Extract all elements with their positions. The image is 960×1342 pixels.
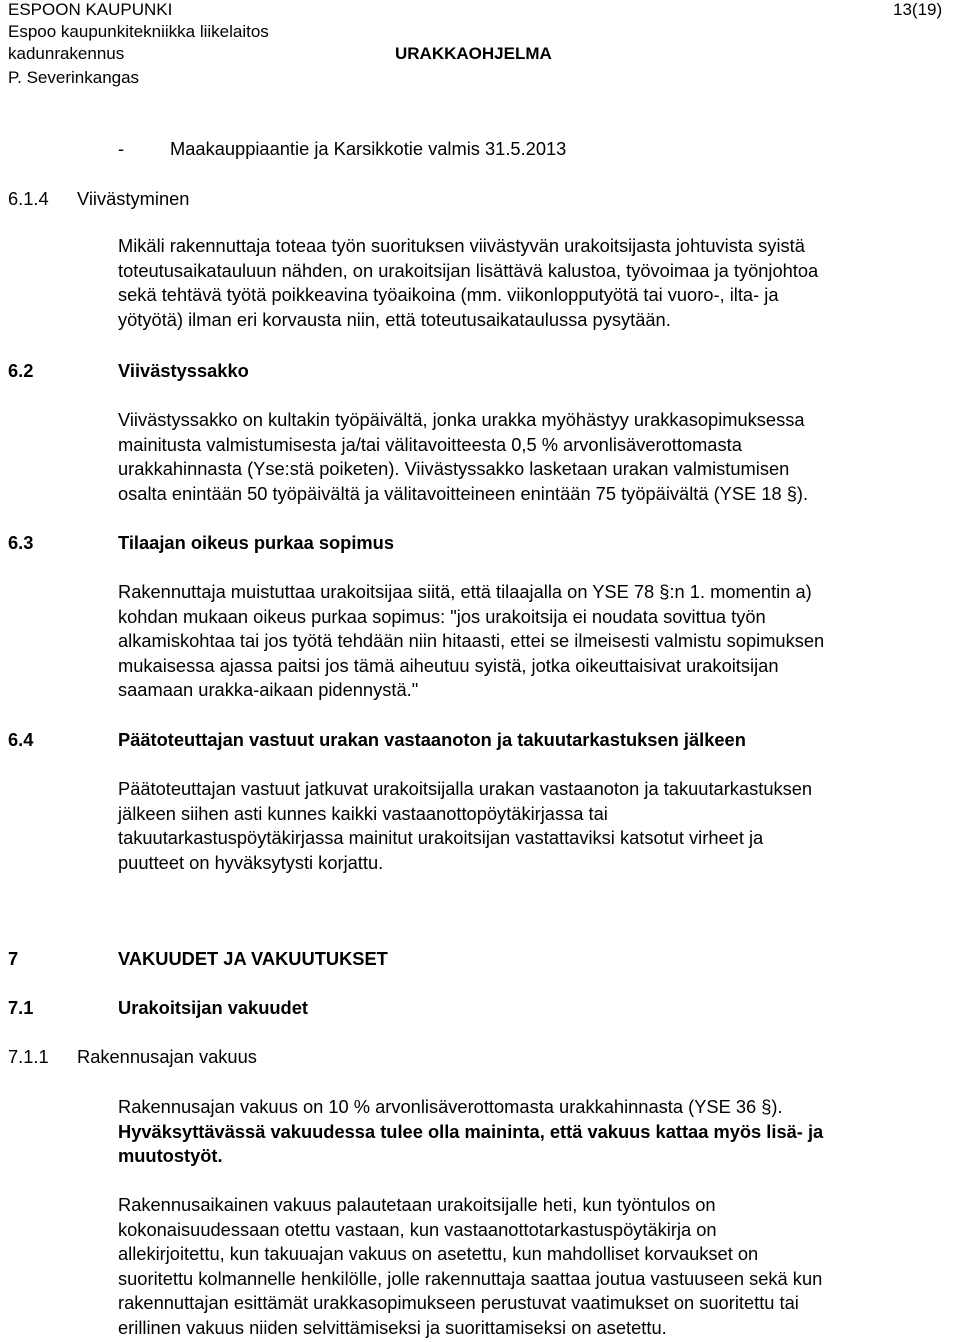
section-71-number: 7.1: [8, 997, 34, 1018]
header-person: P. Severinkangas: [8, 68, 140, 87]
paragraph-line: jälkeen siihen asti kunnes kaikki vastaanottopöytäkirjassa tai: [118, 802, 608, 824]
paragraph-line: Mikäli rakennuttaja toteaa työn suorituksen viivästyvän urakoitsijasta johtuvista syistä: [118, 235, 805, 256]
section-614-number: 6.1.4: [8, 188, 49, 209]
section-7-number: 7: [8, 948, 19, 969]
section-7-title: VAKUUDET JA VAKUUTUKSET: [118, 948, 388, 969]
section-711-paragraph-2: [118, 1193, 960, 1341]
paragraph-line: kokonaisuudessaan otettu vastaan, kun vastaanottotarkastuspöytäkirja on: [118, 1218, 717, 1240]
paragraph-line: kohdan mukaan oikeus purkaa sopimus: "jos urakoitsija ei noudata sovittua työn: [118, 605, 766, 627]
paragraph-line-bold: Hyväksyttävässä vakuudessa tulee olla maininta, että vakuus kattaa myös lisä- ja: [118, 1120, 824, 1142]
paragraph-line: Rakennuttaja muistuttaa urakoitsijaa siitä, että tilaajalla on YSE 78 §:n 1. momentin a): [118, 581, 812, 602]
section-614-paragraph: [118, 234, 960, 332]
section-62-paragraph: [118, 408, 960, 506]
header-org: ESPOON KAUPUNKI: [8, 0, 173, 19]
paragraph-line: takuutarkastuspöytäkirjassa mainitut urakoitsijan vastattaviksi katsotut virheet ja: [118, 827, 764, 849]
paragraph-line: suoritettu kolmannelle henkilölle, jolle rakennuttaja saattaa joutua vastuuseen sekä kun: [118, 1267, 823, 1289]
paragraph-line: Rakennusajan vakuus on 10 % arvonlisäverottomasta urakkahinnasta (YSE 36 §).: [118, 1096, 783, 1117]
paragraph-line: rakennuttajan esittämät urakkasopimukseen perustuvat vaatimukset on suoritettu tai: [118, 1292, 799, 1314]
section-64-title: Päätoteuttajan vastuut urakan vastaanoton ja takuutarkastuksen jälkeen: [118, 729, 746, 750]
paragraph-line: urakkahinnasta (Yse:stä poiketen). Viivästyssakko lasketaan urakan valmistumisen: [118, 458, 790, 480]
paragraph-line-bold: muutostyöt.: [118, 1145, 223, 1167]
paragraph-line: mainitusta valmistumisesta ja/tai välitavoitteesta 0,5 % arvonlisäverottomasta: [118, 433, 742, 455]
paragraph-line: Rakennusaikainen vakuus palautetaan urakoitsijalle heti, kun työntulos on: [118, 1194, 716, 1215]
paragraph-line: allekirjoitettu, kun takuuajan vakuus on asetettu, kun mahdolliset korvaukset on: [118, 1243, 759, 1265]
section-71-title: Urakoitsijan vakuudet: [118, 997, 308, 1018]
paragraph-line: toteutusaikatauluun nähden, on urakoitsijan lisättävä kalustoa, työvoimaa ja työnjohtoa: [118, 259, 819, 281]
paragraph-line: Päätoteuttajan vastuut jatkuvat urakoitsijalla urakan vastaanoton ja takuutarkastuksen: [118, 778, 813, 799]
section-614-title: Viivästyminen: [77, 188, 190, 209]
doc-title: URAKKAOHJELMA: [395, 44, 552, 63]
bullet-text: Maakauppiaantie ja Karsikkotie valmis 31.5.2013: [170, 138, 567, 159]
page-number: 13(19): [893, 0, 943, 19]
section-62-title: Viivästyssakko: [118, 360, 249, 381]
header-dept: Espoo kaupunkitekniikka liikelaitos: [8, 22, 269, 41]
paragraph-line: erillinen vakuus niiden selvittämiseksi ja suorittamiseksi on asetettu.: [118, 1316, 667, 1338]
section-63-title: Tilaajan oikeus purkaa sopimus: [118, 532, 395, 553]
section-711-title: Rakennusajan vakuus: [77, 1046, 257, 1067]
section-64-paragraph: [118, 777, 960, 875]
section-711-number: 7.1.1: [8, 1046, 49, 1067]
paragraph-line: saamaan urakka-aikaan pidennystä.": [118, 679, 419, 701]
paragraph-line: puutteet on hyväksytysti korjattu.: [118, 851, 384, 873]
section-711-paragraph-1: [118, 1095, 960, 1169]
paragraph-line: yötyötä) ilman eri korvausta niin, että toteutusaikataulussa pysytään.: [118, 308, 671, 330]
paragraph-line: mukaisessa ajassa paitsi jos tämä aiheutuu syistä, jotka oikeuttaisivat urakoitsijan: [118, 654, 779, 676]
section-64-number: 6.4: [8, 729, 34, 750]
paragraph-line: alkamiskohtaa tai jos työtä tehdään niin hitaasti, ettei se ilmeisesti valmistu sopimuksen: [118, 630, 825, 652]
header-unit: kadunrakennus: [8, 44, 125, 63]
paragraph-line: osalta enintään 50 työpäivältä ja välitavoitteineen enintään 75 työpäivältä (YSE 18 §).: [118, 482, 809, 504]
section-62-number: 6.2: [8, 360, 34, 381]
section-63-paragraph: [118, 580, 960, 703]
bullet-dash: -: [118, 138, 125, 159]
paragraph-line: sekä tehtävä työtä poikkeavina työaikoina (mm. viikonlopputyötä tai vuoro-, ilta- ja: [118, 284, 779, 306]
paragraph-line: Viivästyssakko on kultakin työpäivältä, jonka urakka myöhästyy urakkasopimuksessa: [118, 409, 805, 430]
section-63-number: 6.3: [8, 532, 34, 553]
